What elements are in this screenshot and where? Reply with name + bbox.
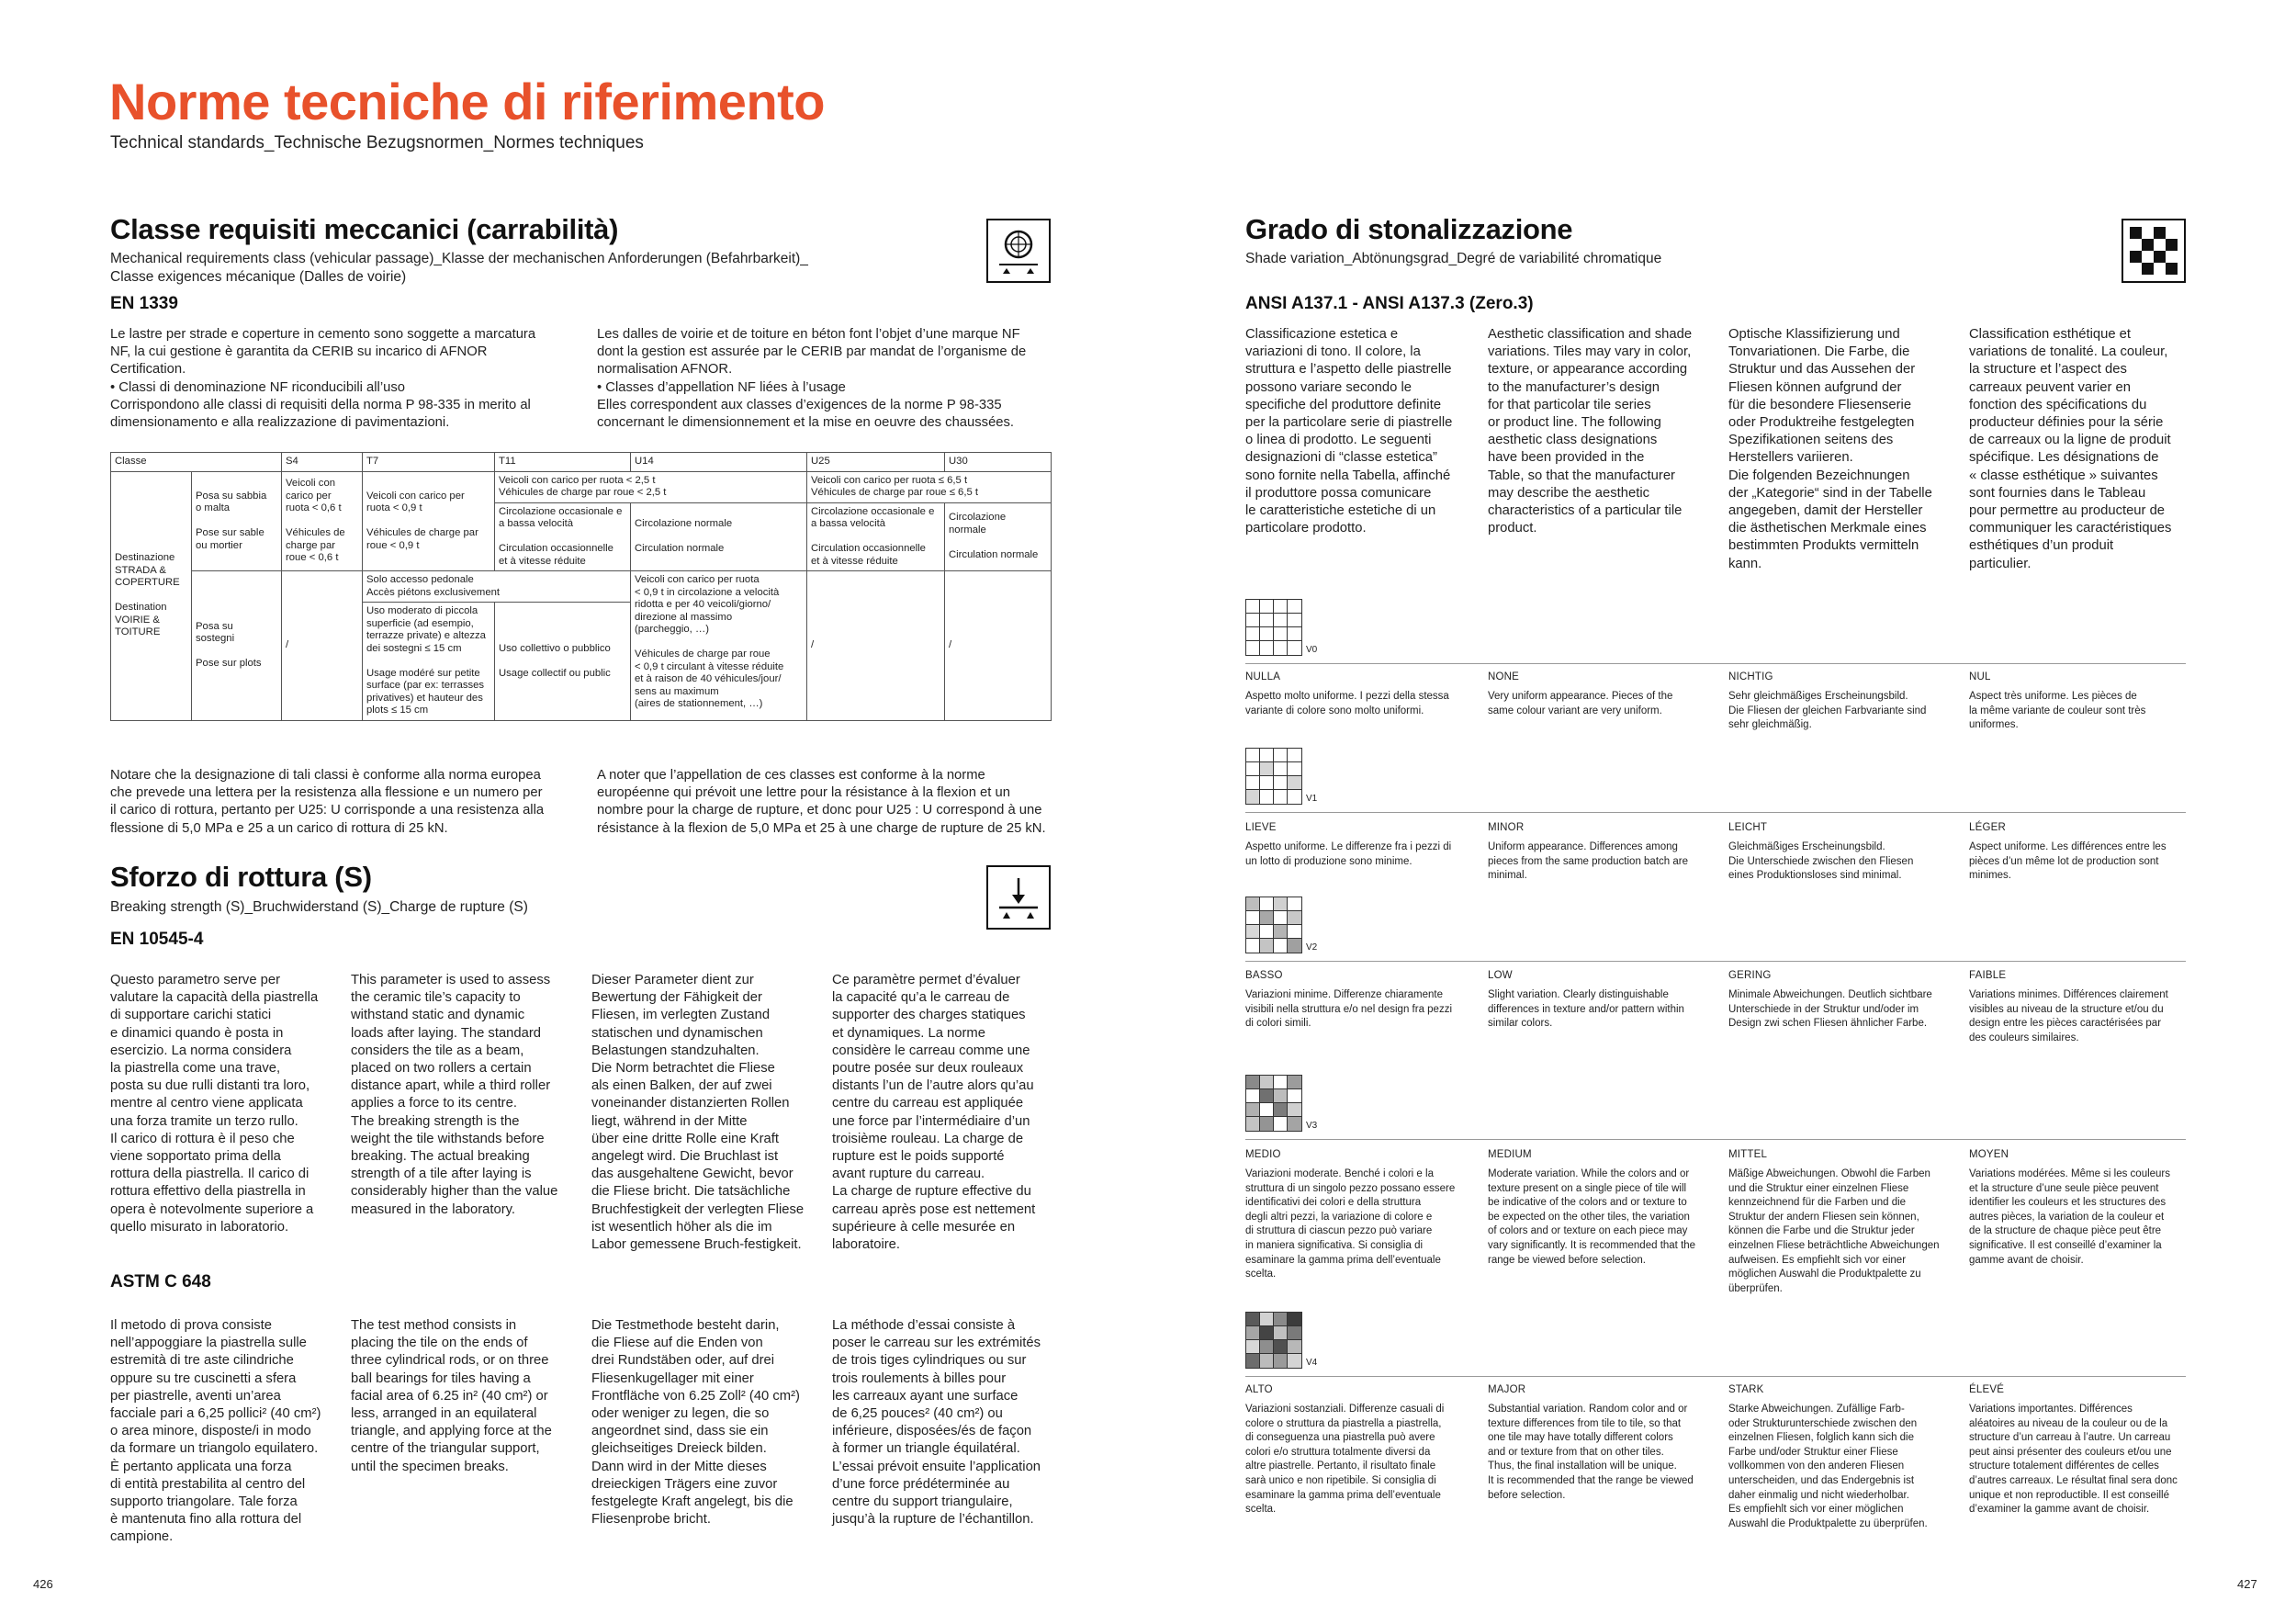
v2-desc-de: Minimale Abweichungen. Deutlich sichtbare Unterschiede in der Struktur und/oder im Design zwi schen Fliesen ähnlicher Farbe. [1728, 989, 1932, 1030]
v4-desc-en: Substantial variation. Random color and or texture differences from tile to tile, so that one tile may have totally different colors and or texture from that on other tiles. Thus, the final installation will be unique. It is recommended that the range be viewed before selection. [1488, 1404, 1694, 1501]
sforzo-title: Sforzo di rottura (S) [110, 861, 372, 893]
mech-text-fr: Les dalles de voirie et de toiture en béton font l’objet d’une marque NF dont la gestion est assurée par le CERIB par mandat de l’organisme de normalisation AFNOR. • Classes d’appellation NF liées à l’usage Elles correspondent aux classes d’exigences de la norme P 98-335 concernant le dimensionnement et la mise en oeuvre des chaussées. [597, 327, 1027, 431]
page-number-left: 426 [33, 1577, 53, 1591]
v4-swatch-icon [1245, 1312, 1302, 1373]
pedestrian-cell: Solo accesso pedonale Accès piétons exclusivement [363, 571, 631, 603]
astm-col-fr: La méthode d’essai consiste à poser le carreau sur les extrémités de trois tiges cylindriques ou sur trois roulements à billes pour les carreaux ayant une surface de 6,25 pouces² (40 cm²) ou inférieure, disposées/és de façon à former un triangle équilatéral. L’essai prévoit ensuite l’application d’une force prédéterminée au centre du support triangulaire, jusqu’à la rupture de l’échantillon. [832, 1318, 1041, 1528]
u25-slash-cell: / [807, 571, 945, 721]
v0-cat-de: NICHTIG [1728, 671, 1773, 682]
v3-desc-it: Variazioni moderate. Benché i colori e la struttura di un singolo pezzo possano essere identificativi dei colori e della struttura degli altri pezzi, la variazione di colore e di struttura di ciascun pezzo può variare in maniera significativa. Si consiglia di esaminare la gamma prima dell’eventuale scelta. [1245, 1168, 1456, 1280]
v3-desc-de: Mäßige Abweichungen. Obwohl die Farben und die Struktur einer einzelnen Fliese kennzeichnend für die Farben und die Struktur der andern Fliesen sein können, können die Farbe und die Struktur jeder einzelnen Fliese beträchtliche Abweichungen aufweisen. Es empfiehlt sich vor einer möglichen Auswahl die Produktpalette zu überprüfen. [1728, 1168, 1940, 1294]
u25-traffic-cell: Circolazione occasionale e a bassa velocità Circulation occasionnelle et à vitesse réduite [807, 502, 945, 571]
sforzo-col-en: This parameter is used to assess the ceramic tile’s capacity to withstand static and dynamic loads after laying. The standard considers the tile as a beam, placed on two rollers a certain distance apart, while a third roller applies a force to its centre. The breaking strength is the weight the tile withstands before breaking. The actual breaking strength of a tile after laying is considerably higher than the value measured in the laboratory. [351, 973, 558, 1217]
v2-label: V2 [1306, 942, 1318, 953]
v1-desc-it: Aspetto uniforme. Le differenze fra i pezzi di un lotto di produzione sono minime. [1245, 841, 1452, 867]
v1-cat-de: LEICHT [1728, 822, 1768, 833]
vehicle-load-icon [986, 219, 1051, 283]
posa-sabbia-cell: Posa su sabbia o malta Pose sur sable ou mortier [192, 471, 282, 571]
header-s4: S4 [282, 453, 363, 472]
v1-cat-fr: LÉGER [1969, 822, 2006, 833]
sforzo-col-de: Dieser Parameter dient zur Bewertung der Fähigkeit der Fliesen, im verlegten Zustand statischen und dynamischen Belastungen standzuhalten. Die Norm betrachtet die Fliese als einen Balken, der auf zwei voneinander distanzierten Rollen liegt, während in der Mitte über eine dritte Rolle eine Kraft angelegt wird. Die Bruchlast ist das ausgehaltene Gewicht, bevor die Fliese bricht. Die tatsächliche Bruchfestigkeit der verlegten Fliese ist wesentlich höher als die im Labor gemessene Bruch-festigkeit. [591, 973, 805, 1253]
header-t7: T7 [363, 453, 495, 472]
checkerboard-icon [2122, 219, 2186, 283]
page-number-right: 427 [2237, 1577, 2257, 1591]
astm-col-en: The test method consists in placing the tile on the ends of three cylindrical rods, or on three ball bearings for tiles having a facial area of 6.25 in² (40 cm²) or less, arranged in an equilateral triangle, and applying force at the centre of the triangular support, until the specimen breaks. [351, 1318, 552, 1474]
v2-swatch-icon [1245, 897, 1302, 958]
v0-desc-it: Aspetto molto uniforme. I pezzi della stessa variante di colore sono molto uniformi. [1245, 691, 1449, 716]
t11-traffic-cell: Circolazione occasionale e a bassa velocità Circulation occasionnelle et à vitesse réduite [495, 502, 631, 571]
v2-desc-fr: Variations minimes. Différences clairement visibles au niveau de la structure et/ou du design entre les pièces caractérisées par des couleurs similaires. [1969, 989, 2168, 1043]
t7-cell: Veicoli con carico per ruota < 0,9 t Véhicules de charge par roue < 0,9 t [363, 471, 495, 571]
page-title: Norme tecniche di riferimento [109, 73, 826, 130]
astm-col-de: Die Testmethode besteht darin, die Fliese auf die Enden von drei Rundstäben oder, auf drei Fliesenkugellager mit einer Frontfläche von 6.25 Zoll² (40 cm²) oder weniger zu legen, die so angeordnet sind, dass sie ein gleichseitiges Dreieck bilden. Dann wird in der Mitte dieses dreieckigen Trägers eine zuvor festgelegte Kraft angelegt, bis die Fliesenprobe bricht. [591, 1318, 800, 1528]
s4-cell: Veicoli con carico per ruota < 0,6 t Véhicules de charge par roue < 0,6 t [282, 471, 363, 571]
v4-cat-de: STARK [1728, 1384, 1764, 1395]
v1-divider [1245, 812, 2186, 813]
shade-subtitle: Shade variation_Abtönungsgrad_Degré de variabilité chromatique [1245, 251, 1662, 266]
breaking-load-icon [986, 865, 1051, 930]
sforzo-col-fr: Ce paramètre permet d’évaluer la capacité qu’a le carreau de supporter des charges statiques et dynamiques. La norme considère le carreau comme une poutre posée sur deux rouleaux distants l’un de l’autre alors qu’au centre du carreau est appliquée une force par l’intermédiaire d’un troisième rouleau. La charge de rupture est le poids supporté avant rupture du carreau. La charge de rupture effective du carreau après pose est nettement supérieure à celle mesurée en laboratoire. [832, 973, 1036, 1253]
v3-label: V3 [1306, 1121, 1318, 1131]
v3-desc-en: Moderate variation. While the colors and or texture present on a single piece of tile will be indicative of the colors and or texture to be expected on the other tiles, the variation of colors and or texture on each piece may vary significantly. It is recommended that the range be viewed before selection. [1488, 1168, 1696, 1266]
v2-cat-en: LOW [1488, 970, 1513, 981]
v2-desc-it: Variazioni minime. Differenze chiaramente visibili nella struttura e/o nel design fra pezzi di colori simili. [1245, 989, 1453, 1030]
v1-cat-it: LIEVE [1245, 822, 1277, 833]
u30-traffic-cell: Circolazione normale Circulation normale [945, 502, 1052, 571]
v0-desc-en: Very uniform appearance. Pieces of the same colour variant are very uniform. [1488, 691, 1673, 716]
v0-cat-it: NULLA [1245, 671, 1281, 682]
sforzo-col-it: Questo parametro serve per valutare la capacità della piastrella di supportare carichi statici e dinamici quando è posta in esercizio. La norma considera la piastrella come una trave, posta su due rulli distanti tra loro, mentre al centro viene applicata una forza tramite un terzo rullo. Il carico di rottura è il peso che viene sopportato prima della rottura della piastrella. Il carico di rottura effettivo della piastrella in opera è notevolmente superiore a quello misurato in laboratorio. [110, 973, 319, 1235]
sforzo-subtitle: Breaking strength (S)_Bruchwiderstand (S)_Charge de rupture (S) [110, 899, 528, 915]
v3-divider [1245, 1139, 2186, 1140]
v2-desc-en: Slight variation. Clearly distinguishable differences in texture and/or pattern within similar colors. [1488, 989, 1684, 1030]
u14-traffic-cell: Circolazione normale Circulation normale [631, 502, 807, 571]
mech-subtitle-2: Classe exigences mécanique (Dalles de voirie) [110, 269, 407, 285]
v0-cat-en: NONE [1488, 671, 1520, 682]
v1-desc-de: Gleichmäßiges Erscheinungsbild. Die Unterschiede zwischen den Fliesen eines Produktionsloses sind minimal. [1728, 841, 1914, 882]
v2-cat-fr: FAIBLE [1969, 970, 2007, 981]
v0-cat-fr: NUL [1969, 671, 1991, 682]
v0-divider [1245, 663, 2186, 664]
v3-swatch-icon [1245, 1075, 1302, 1136]
v1-desc-en: Uniform appearance. Differences among pieces from the same production batch are minimal. [1488, 841, 1688, 882]
astm-standard: ASTM C 648 [110, 1272, 211, 1291]
mechanical-class-table [110, 452, 1052, 721]
astm-col-it: Il metodo di prova consiste nell’appoggiare la piastrella sulle estremità di tre aste cilindriche oppure su tre cuscinetti a sfera per piastrelle, aventi un’area facciale pari a 6,25 pollici² (40 cm²) o area minore, disposte/i in modo da formare un triangolo equilatero. È pertanto applicata una forza di entità prestabilita al centro del supporto triangolare. Tale forza è mantenuta fino alla rottura del campione. [110, 1318, 321, 1545]
mech-title: Classe requisiti meccanici (carrabilità) [110, 213, 619, 245]
v0-desc-de: Sehr gleichmäßiges Erscheinungsbild. Die Fliesen der gleichen Farbvariante sind sehr gleichmäßig. [1728, 691, 1927, 731]
shade-col-it: Classificazione estetica e variazioni di tono. Il colore, la struttura e l’aspetto delle piastrelle possono variare secondo le specifiche del produttore definite per la particolare serie di piastrelle o linea di prodotto. Le seguenti designazioni di “classe estetica” sono fornite nella Tabella, affinché il produttore possa comunicare le caratteristiche estetiche di un particolare prodotto. [1245, 327, 1453, 536]
mech-subtitle-1: Mechanical requirements class (vehicular passage)_Klasse der mechanischen Anforderungen (Befahrbarkeit)_ [110, 251, 808, 266]
mech-text-it: Le lastre per strade e coperture in cemento sono soggette a marcatura NF, la cui gestione è garantita da CERIB su incarico di AFNOR Certification. • Classi di denominazione NF riconducibili all’uso Corrispondono alle classi di requisiti della norma P 98-335 in merito al dimensionamento e alla realizzazione di pavimentazioni. [110, 327, 536, 431]
v4-cat-en: MAJOR [1488, 1384, 1526, 1395]
v4-desc-fr: Variations importantes. Différences aléatoires au niveau de la couleur ou de la structure d’un carreau à l’autre. Un carreau peut ainsi présenter des couleurs et/ou une structure totalement différentes de celles d’autres carreaux. Le résultat final sera donc unique et non reproductible. Il est conseillé d’examiner la gamme avant de choisir. [1969, 1404, 2178, 1516]
note-text-it: Notare che la designazione di tali classi è conforme alla norma europea che prevede una lettera per la resistenza alla flessione e un numero per il carico di rottura, pertanto per U25: U corrisponde a una resistenza alla flessione di 5,0 MPa e 25 a un carico di rottura di 25 kN. [110, 768, 545, 836]
u14-vehicles-cell: Veicoli con carico per ruota < 0,9 t in circolazione a velocità ridotta e per 40 veicoli/giorno/ direzione al massimo (parcheggio, …) Véhicules de charge par roue < 0,9 t circulant à vitesse réduite et à raison de 40 véhicules/jour/ sens au maximum (aires de stationnement, …) [631, 571, 807, 721]
sforzo-standard: EN 10545-4 [110, 930, 204, 949]
v0-desc-fr: Aspect très uniforme. Les pièces de la même variante de couleur sont très uniformes. [1969, 691, 2146, 731]
u30-slash-cell: / [945, 571, 1052, 721]
posa-sostegni-cell: Posa su sostegni Pose sur plots [192, 571, 282, 721]
t11-u14-load-cell: Veicoli con carico per ruota < 2,5 t Véhicules de charge par roue < 2,5 t [495, 471, 807, 502]
header-t11: T11 [495, 453, 631, 472]
v2-cat-it: BASSO [1245, 970, 1283, 981]
header-u25: U25 [807, 453, 945, 472]
u25-u30-load-cell: Veicoli con carico per ruota ≤ 6,5 t Véhicules de charge par roue ≤ 6,5 t [807, 471, 1052, 502]
v3-cat-de: MITTEL [1728, 1149, 1768, 1160]
v0-label: V0 [1306, 645, 1318, 655]
header-u30: U30 [945, 453, 1052, 472]
note-text-fr: A noter que l’appellation de ces classes est conforme à la norme européenne qui prévoit une lettre pour la résistance à la flexion et un nombre pour la charge de rupture, et donc pour U25 : U correspond à une résistance à la flexion de 5,0 MPa et 25 à une charge de rupture de 25 kN. [597, 768, 1046, 836]
table-header-row [111, 453, 1052, 472]
v2-divider [1245, 961, 2186, 962]
header-classe: Classe [111, 453, 282, 472]
shade-col-en: Aesthetic classification and shade variations. Tiles may vary in color, texture, or appearance according to the manufacturer’s design for that particolar tile series or product line. The following aesthetic class designations have been provided in the Table, so that the manufacturer may describe the aesthetic characteristics of a particular tile product. [1488, 327, 1693, 536]
v1-label: V1 [1306, 794, 1318, 804]
shade-col-fr: Classification esthétique et variations de tonalité. La couleur, la structure et l’aspect des carreaux peuvent varier en fonction des spécifications du producteur définies pour la série de carreaux ou la ligne de produit spécifique. Les désignations de « classe esthétique » suivantes sont fournies dans le Tableau pour permettre au producteur de communiquer les caractéristiques esthétiques d’un produit particulier. [1969, 327, 2172, 571]
v4-cat-it: ALTO [1245, 1384, 1273, 1395]
shade-title: Grado di stonalizzazione [1245, 213, 1573, 245]
moderate-use-cell: Uso moderato di piccola superficie (ad esempio, terrazze private) e altezza dei sostegni ≤ 15 cm Usage modéré sur petite surface (par ex: terrasses privatives) et hauteur des plots ≤ 15 cm [363, 603, 495, 721]
v2-cat-de: GERING [1728, 970, 1772, 981]
destination-cell: Destinazione STRADA & COPERTURE Destination VOIRIE & TOITURE [111, 471, 192, 720]
v3-cat-it: MEDIO [1245, 1149, 1281, 1160]
collective-use-cell: Uso collettivo o pubblico Usage collectif ou public [495, 603, 631, 721]
s4-slash-cell: / [282, 571, 363, 721]
mech-standard: EN 1339 [110, 294, 178, 313]
v3-cat-fr: MOYEN [1969, 1149, 2009, 1160]
v1-swatch-icon [1245, 748, 1302, 809]
v3-cat-en: MEDIUM [1488, 1149, 1532, 1160]
v3-desc-fr: Variations modérées. Même si les couleurs et la structure d’une seule pièce peuvent identifier les couleurs et les structures des autres pièces, la variation de la couleur et de la structure de chaque pièce peut être significative. Il est conseillé d’examiner la gamme avant de choisir. [1969, 1168, 2171, 1266]
v4-divider [1245, 1376, 2186, 1377]
shade-col-de: Optische Klassifizierung und Tonvariationen. Die Farbe, die Struktur und das Aussehen der Fliesen können aufgrund der für die besondere Fliesenserie oder Produktreihe festgelegten Spezifikationen seitens des Herstellers variieren. Die folgenden Bezeichnungen der „Kategorie“ sind in der Tabelle angegeben, damit der Hersteller die ästhetischen Merkmale eines bestimmten Produkts vermitteln kann. [1728, 327, 1932, 571]
page-subtitle: Technical standards_Technische Bezugsnormen_Normes techniques [110, 133, 644, 152]
header-u14: U14 [631, 453, 807, 472]
v1-desc-fr: Aspect uniforme. Les différences entre les pièces d’un même lot de production sont minimes. [1969, 841, 2167, 882]
shade-standard: ANSI A137.1 - ANSI A137.3 (Zero.3) [1245, 294, 1534, 313]
v4-desc-it: Variazioni sostanziali. Differenze casuali di colore o struttura da piastrella a piastrella, di conseguenza una piastrella può avere colori e/o struttura totalmente diversi da altre piastrelle. Pertanto, il risultato finale sarà unico e non ripetibile. Si consiglia di esaminare la gamma prima dell’eventuale scelta. [1245, 1404, 1445, 1516]
v4-label: V4 [1306, 1358, 1318, 1368]
v1-cat-en: MINOR [1488, 822, 1525, 833]
v4-desc-de: Starke Abweichungen. Zufällige Farb- oder Strukturunterschiede zwischen den einzelnen Fliesen, folglich kann sich die Farbe und/oder Struktur einer Fliese vollkommen von den anderen Fliesen unterscheiden, und das Endergebnis ist daher einmalig und nicht wiederholbar. Es empfiehlt sich vor einer möglichen Auswahl die Produktpalette zu überprüfen. [1728, 1404, 1928, 1529]
v0-swatch-icon [1245, 599, 1302, 660]
v4-cat-fr: ÉLEVÉ [1969, 1384, 2005, 1395]
